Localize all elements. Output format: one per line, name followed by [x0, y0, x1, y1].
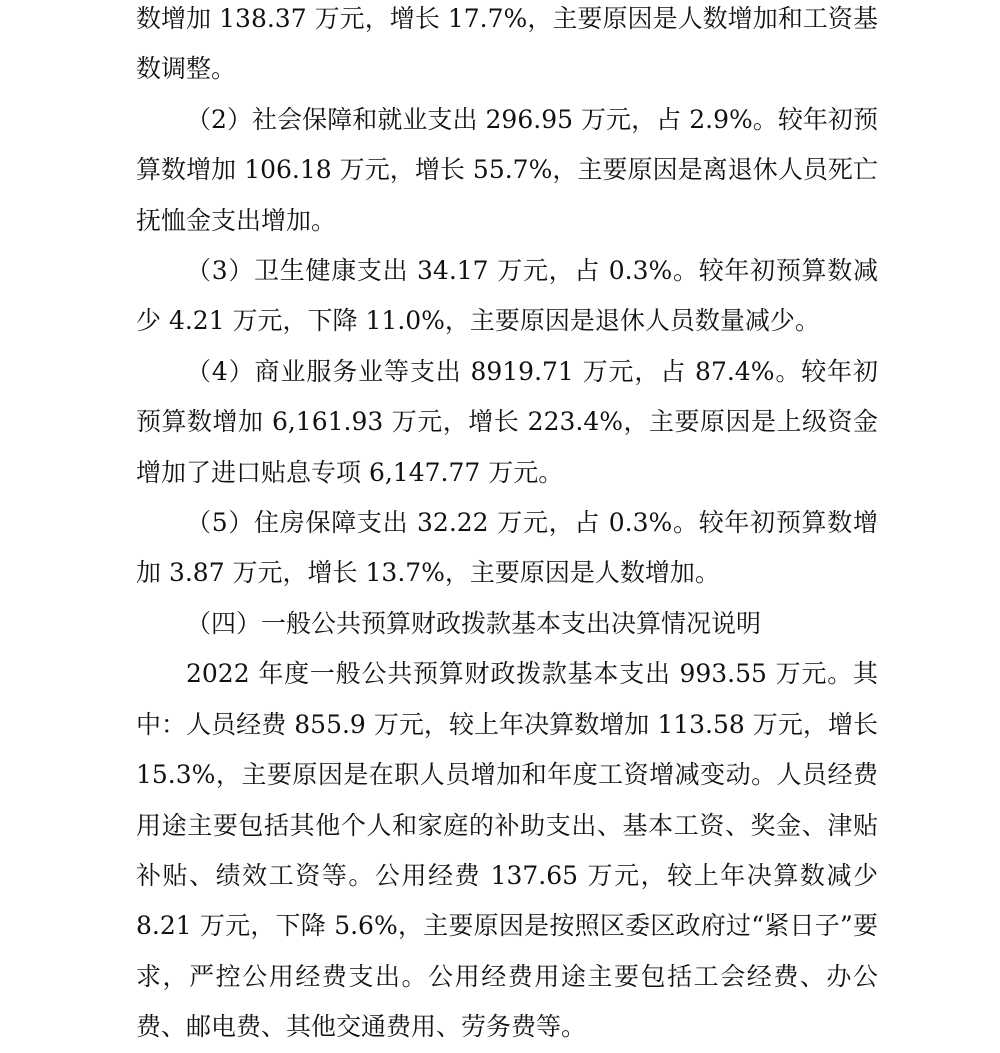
paragraph-health: （3）卫生健康支出 34.17 万元，占 0.3%。较年初预算数减少 4.21 万元，下降 11.0%，主要原因是退休人员数量减少。 [136, 256, 878, 336]
document-body [136, 0, 878, 1053]
paragraph-social-security: （2）社会保障和就业支出 296.95 万元，占 2.9%。较年初预算数增加 106.18 万元，增长 55.7%，主要原因是离退休人员死亡抚恤金支出增加。 [136, 104, 878, 235]
paragraph-basic-expenditure: 2022 年度一般公共预算财政拨款基本支出 993.55 万元。其中：人员经费 855.9 万元，较上年决算数增加 113.58 万元，增长 15.3%，主要原因是在职人员增加和年度工资增减变动。人员经费用途主要包括其他个人和家庭的补助支出、基本工资、奖金、津贴补贴、绩效工资等。公用经费 137.65 万元，较上年决算数减少 8.21 万元，下降 5.6%，主要原因是按照区委区政府过“紧日子”要求，严控公用经费支出。公用经费用途主要包括工会经费、办公费、邮电费、其他交通费用、劳务费等。 [136, 659, 878, 1042]
paragraph-commerce: （4）商业服务业等支出 8919.71 万元，占 87.4%。较年初预算数增加 6,161.93 万元，增长 223.4%，主要原因是上级资金增加了进口贴息专项 6,147.77 万元。 [136, 356, 878, 487]
section-heading: （四）一般公共预算财政拨款基本支出决算情况说明 [186, 608, 762, 638]
paragraph-housing: （5）住房保障支出 32.22 万元，占 0.3%。较年初预算数增加 3.87 万元，增长 13.7%，主要原因是人数增加。 [136, 508, 878, 588]
paragraph-continuation: 数增加 138.37 万元，增长 17.7%，主要原因是人数增加和工资基数调整。 [136, 4, 878, 84]
